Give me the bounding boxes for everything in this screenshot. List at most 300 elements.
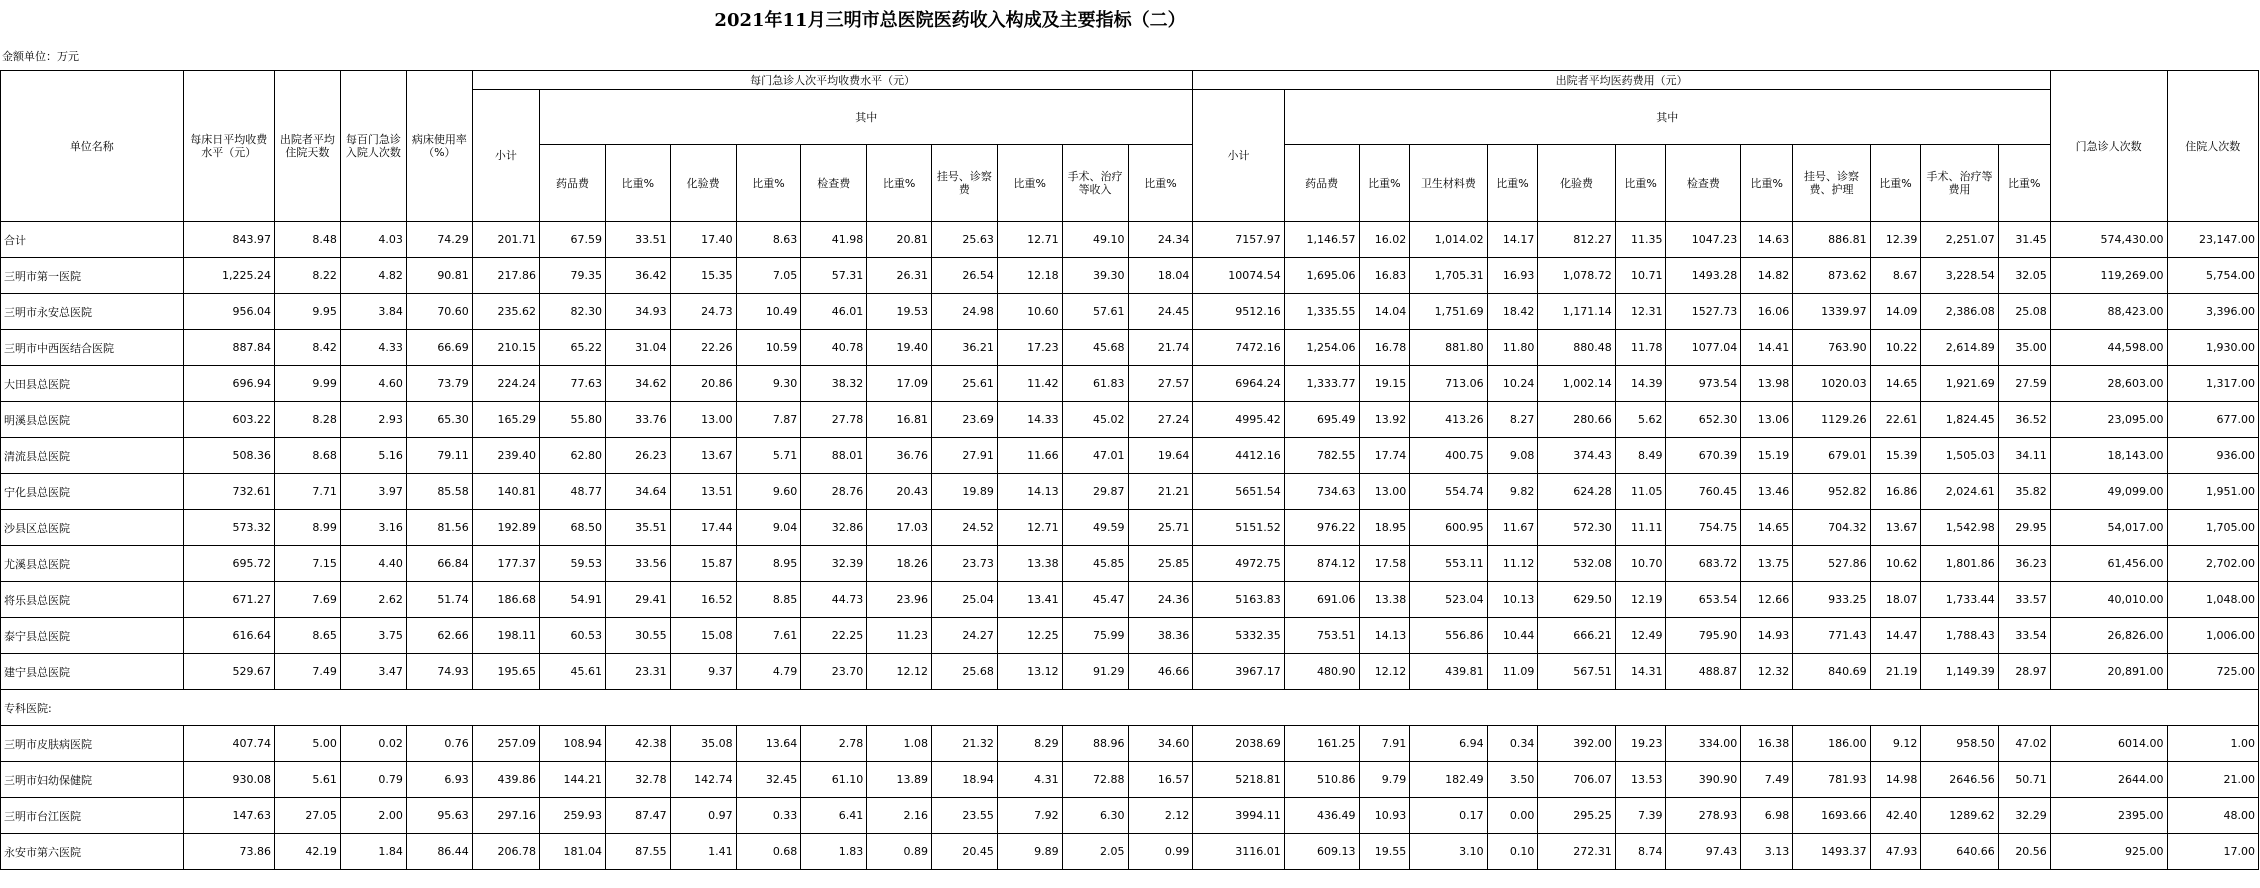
table-cell: 13.41 — [997, 582, 1062, 618]
table-cell: 28.97 — [1998, 654, 2050, 690]
table-cell: 24.27 — [931, 618, 997, 654]
table-cell: 5163.83 — [1193, 582, 1284, 618]
table-row — [1, 366, 2259, 402]
table-cell: 15.35 — [670, 258, 736, 294]
table-cell: 11.05 — [1615, 474, 1666, 510]
table-cell: 13.38 — [997, 546, 1062, 582]
table-cell: 62.80 — [540, 438, 606, 474]
table-cell: 39.30 — [1062, 258, 1128, 294]
table-cell: 925.00 — [2050, 834, 2167, 870]
table-cell: 10.13 — [1487, 582, 1538, 618]
table-cell: 652.30 — [1666, 402, 1741, 438]
table-cell: 1339.97 — [1793, 294, 1870, 330]
table-cell: 7.05 — [736, 258, 801, 294]
table-cell: 1,048.00 — [2167, 582, 2259, 618]
table-cell: 17.23 — [997, 330, 1062, 366]
table-body-main — [1, 222, 2259, 690]
table-cell: 27.05 — [274, 798, 340, 834]
table-cell: 44,598.00 — [2050, 330, 2167, 366]
table-cell: 36.52 — [1998, 402, 2050, 438]
table-cell: 16.06 — [1741, 294, 1793, 330]
table-row — [1, 798, 2259, 834]
table-cell: 6.94 — [1410, 726, 1487, 762]
table-cell: 206.78 — [472, 834, 539, 870]
table-cell: 13.75 — [1741, 546, 1793, 582]
table-cell: 11.11 — [1615, 510, 1666, 546]
table-cell: 25.04 — [931, 582, 997, 618]
table-cell: 21.32 — [931, 726, 997, 762]
table-cell: 62.66 — [406, 618, 472, 654]
table-cell: 23.70 — [801, 654, 867, 690]
table-cell: 3.10 — [1410, 834, 1487, 870]
table-cell: 20.56 — [1998, 834, 2050, 870]
table-cell: 1,824.45 — [1921, 402, 1998, 438]
table-cell: 10074.54 — [1193, 258, 1284, 294]
table-cell: 413.26 — [1410, 402, 1487, 438]
table-cell: 161.25 — [1284, 726, 1359, 762]
table-cell: 2,024.61 — [1921, 474, 1998, 510]
table-cell: 210.15 — [472, 330, 539, 366]
table-cell: 49.59 — [1062, 510, 1128, 546]
header-unit-name: 单位名称 — [1, 71, 184, 222]
table-cell: 217.86 — [472, 258, 539, 294]
table-cell: 27.24 — [1128, 402, 1193, 438]
table-cell: 8.95 — [736, 546, 801, 582]
table-cell: 25.63 — [931, 222, 997, 258]
table-cell: 510.86 — [1284, 762, 1359, 798]
table-cell: 695.72 — [183, 546, 274, 582]
table-cell: 0.99 — [1128, 834, 1193, 870]
table-cell: 13.00 — [670, 402, 736, 438]
table-cell: 2.93 — [340, 402, 406, 438]
table-cell: 6.30 — [1062, 798, 1128, 834]
table-cell: 20,891.00 — [2050, 654, 2167, 690]
table-cell: 480.90 — [1284, 654, 1359, 690]
table-cell: 88.96 — [1062, 726, 1128, 762]
table-cell: 556.86 — [1410, 618, 1487, 654]
table-cell: 33.57 — [1998, 582, 2050, 618]
table-cell: 16.81 — [867, 402, 932, 438]
table-cell: 49,099.00 — [2050, 474, 2167, 510]
table-cell: 47.01 — [1062, 438, 1128, 474]
table-cell: 24.34 — [1128, 222, 1193, 258]
table-cell: 1,225.24 — [183, 258, 274, 294]
table-cell: 13.06 — [1741, 402, 1793, 438]
table-cell: 7.91 — [1359, 726, 1410, 762]
table-cell: 54,017.00 — [2050, 510, 2167, 546]
table-cell: 144.21 — [540, 762, 606, 798]
table-cell: 1,695.06 — [1284, 258, 1359, 294]
table-cell: 67.59 — [540, 222, 606, 258]
table-cell: 8.74 — [1615, 834, 1666, 870]
table-cell: 74.29 — [406, 222, 472, 258]
table-cell: 60.53 — [540, 618, 606, 654]
table-cell: 666.21 — [1538, 618, 1615, 654]
table-cell: 573.32 — [183, 510, 274, 546]
table-cell: 1.41 — [670, 834, 736, 870]
table-cell: 36.76 — [867, 438, 932, 474]
table-cell: 12.12 — [867, 654, 932, 690]
table-cell: 19.64 — [1128, 438, 1193, 474]
table-cell: 9.99 — [274, 366, 340, 402]
table-cell: 0.33 — [736, 798, 801, 834]
table-cell: 0.97 — [670, 798, 736, 834]
table-cell: 32.86 — [801, 510, 867, 546]
table-cell: 1,733.44 — [1921, 582, 1998, 618]
table-cell: 5.16 — [340, 438, 406, 474]
table-cell: 5151.52 — [1193, 510, 1284, 546]
table-cell: 436.49 — [1284, 798, 1359, 834]
table-cell: 25.68 — [931, 654, 997, 690]
table-cell: 26.23 — [605, 438, 670, 474]
header-op-subtotal: 小计 — [472, 90, 539, 222]
table-cell: 79.35 — [540, 258, 606, 294]
table-cell: 14.41 — [1741, 330, 1793, 366]
table-cell: 4412.16 — [1193, 438, 1284, 474]
table-cell: 1,921.69 — [1921, 366, 1998, 402]
table-cell: 73.79 — [406, 366, 472, 402]
table-cell: 1527.73 — [1666, 294, 1741, 330]
header-op-lab-ratio: 比重% — [736, 145, 801, 222]
table-cell: 54.91 — [540, 582, 606, 618]
table-cell: 31.04 — [605, 330, 670, 366]
table-cell: 392.00 — [1538, 726, 1615, 762]
table-cell: 15.19 — [1741, 438, 1793, 474]
table-cell: 88.01 — [801, 438, 867, 474]
table-cell: 683.72 — [1666, 546, 1741, 582]
table-row — [1, 834, 2259, 870]
table-cell: 26,826.00 — [2050, 618, 2167, 654]
table-cell: 14.65 — [1741, 510, 1793, 546]
table-cell: 1.08 — [867, 726, 932, 762]
table-cell: 881.80 — [1410, 330, 1487, 366]
table-cell: 90.81 — [406, 258, 472, 294]
table-cell: 257.09 — [472, 726, 539, 762]
table-cell: 671.27 — [183, 582, 274, 618]
table-cell: 5.62 — [1615, 402, 1666, 438]
table-cell: 874.12 — [1284, 546, 1359, 582]
header-op-surgery: 手术、治疗等收入 — [1062, 145, 1128, 222]
table-cell: 27.59 — [1998, 366, 2050, 402]
header-op-reg: 挂号、诊察费 — [931, 145, 997, 222]
table-cell: 165.29 — [472, 402, 539, 438]
table-cell: 2038.69 — [1193, 726, 1284, 762]
table-cell: 27.91 — [931, 438, 997, 474]
table-cell: 20.43 — [867, 474, 932, 510]
table-cell: 973.54 — [1666, 366, 1741, 402]
table-cell: 48.00 — [2167, 798, 2259, 834]
table-cell: 19.53 — [867, 294, 932, 330]
table-cell: 696.94 — [183, 366, 274, 402]
table-cell: 9.95 — [274, 294, 340, 330]
table-cell: 45.61 — [540, 654, 606, 690]
table-cell: 11.23 — [867, 618, 932, 654]
table-cell: 25.71 — [1128, 510, 1193, 546]
table-cell: 2,386.08 — [1921, 294, 1998, 330]
table-cell: 12.71 — [997, 510, 1062, 546]
table-cell: 1,788.43 — [1921, 618, 1998, 654]
table-cell: 95.63 — [406, 798, 472, 834]
table-cell: 3.47 — [340, 654, 406, 690]
table-cell: 259.93 — [540, 798, 606, 834]
row-unit-name: 宁化县总医院 — [1, 474, 184, 510]
table-cell: 13.64 — [736, 726, 801, 762]
table-cell: 1,171.14 — [1538, 294, 1615, 330]
table-cell: 16.52 — [670, 582, 736, 618]
table-cell: 4.03 — [340, 222, 406, 258]
table-cell: 23,095.00 — [2050, 402, 2167, 438]
header-ip-material: 卫生材料费 — [1410, 145, 1487, 222]
table-row — [1, 618, 2259, 654]
table-cell: 65.22 — [540, 330, 606, 366]
table-cell: 68.50 — [540, 510, 606, 546]
table-cell: 36.21 — [931, 330, 997, 366]
table-cell: 3,396.00 — [2167, 294, 2259, 330]
header-ip-material-ratio: 比重% — [1487, 145, 1538, 222]
table-cell: 8.29 — [997, 726, 1062, 762]
table-cell: 11.35 — [1615, 222, 1666, 258]
table-cell: 55.80 — [540, 402, 606, 438]
table-cell: 24.73 — [670, 294, 736, 330]
table-cell: 17.03 — [867, 510, 932, 546]
table-cell: 7.87 — [736, 402, 801, 438]
table-cell: 198.11 — [472, 618, 539, 654]
table-cell: 14.93 — [1741, 618, 1793, 654]
table-cell: 2,702.00 — [2167, 546, 2259, 582]
header-bed-day-fee: 每床日平均收费水平（元） — [183, 71, 274, 222]
table-cell: 38.32 — [801, 366, 867, 402]
table-cell: 706.07 — [1538, 762, 1615, 798]
table-row — [1, 546, 2259, 582]
header-op-surgery-ratio: 比重% — [1128, 145, 1193, 222]
header-inpatient-group: 出院者平均医药费用（元） — [1193, 71, 2050, 90]
table-cell: 36.23 — [1998, 546, 2050, 582]
table-cell: 14.39 — [1615, 366, 1666, 402]
table-cell: 140.81 — [472, 474, 539, 510]
table-cell: 77.63 — [540, 366, 606, 402]
table-cell: 4.82 — [340, 258, 406, 294]
table-cell: 9.89 — [997, 834, 1062, 870]
table-cell: 553.11 — [1410, 546, 1487, 582]
table-cell: 27.78 — [801, 402, 867, 438]
table-cell: 297.16 — [472, 798, 539, 834]
table-cell: 35.82 — [1998, 474, 2050, 510]
table-cell: 3.50 — [1487, 762, 1538, 798]
table-cell: 407.74 — [183, 726, 274, 762]
header-op-reg-ratio: 比重% — [997, 145, 1062, 222]
table-cell: 439.81 — [1410, 654, 1487, 690]
table-cell: 33.54 — [1998, 618, 2050, 654]
table-cell: 19.40 — [867, 330, 932, 366]
table-cell: 24.98 — [931, 294, 997, 330]
table-cell: 10.70 — [1615, 546, 1666, 582]
row-unit-name: 明溪县总医院 — [1, 402, 184, 438]
table-cell: 523.04 — [1410, 582, 1487, 618]
table-cell: 35.08 — [670, 726, 736, 762]
table-cell: 13.92 — [1359, 402, 1410, 438]
table-cell: 16.38 — [1741, 726, 1793, 762]
header-admissions: 住院人次数 — [2167, 71, 2259, 222]
table-cell: 73.86 — [183, 834, 274, 870]
table-cell: 14.04 — [1359, 294, 1410, 330]
table-cell: 3.75 — [340, 618, 406, 654]
table-cell: 24.45 — [1128, 294, 1193, 330]
table-cell: 15.08 — [670, 618, 736, 654]
table-cell: 1,317.00 — [2167, 366, 2259, 402]
table-row — [1, 654, 2259, 690]
table-cell: 734.63 — [1284, 474, 1359, 510]
table-cell: 21.74 — [1128, 330, 1193, 366]
row-unit-name: 合计 — [1, 222, 184, 258]
table-cell: 1,751.69 — [1410, 294, 1487, 330]
table-cell: 732.61 — [183, 474, 274, 510]
table-cell: 34.62 — [605, 366, 670, 402]
table-cell: 679.01 — [1793, 438, 1870, 474]
table-cell: 1,078.72 — [1538, 258, 1615, 294]
table-row — [1, 402, 2259, 438]
row-unit-name: 尤溪县总医院 — [1, 546, 184, 582]
table-cell: 886.81 — [1793, 222, 1870, 258]
table-cell: 1,930.00 — [2167, 330, 2259, 366]
table-cell: 760.45 — [1666, 474, 1741, 510]
table-cell: 603.22 — [183, 402, 274, 438]
table-cell: 14.13 — [1359, 618, 1410, 654]
table-cell: 13.67 — [1870, 510, 1921, 546]
table-cell: 14.63 — [1741, 222, 1793, 258]
table-cell: 20.86 — [670, 366, 736, 402]
table-cell: 34.60 — [1128, 726, 1193, 762]
table-cell: 24.36 — [1128, 582, 1193, 618]
table-cell: 10.49 — [736, 294, 801, 330]
table-cell: 5.00 — [274, 726, 340, 762]
table-cell: 3116.01 — [1193, 834, 1284, 870]
table-cell: 21.19 — [1870, 654, 1921, 690]
table-cell: 14.13 — [997, 474, 1062, 510]
table-cell: 1,505.03 — [1921, 438, 1998, 474]
table-cell: 32.29 — [1998, 798, 2050, 834]
table-cell: 529.67 — [183, 654, 274, 690]
table-cell: 936.00 — [2167, 438, 2259, 474]
table-cell: 82.30 — [540, 294, 606, 330]
table-row — [1, 330, 2259, 366]
table-cell: 439.86 — [472, 762, 539, 798]
table-cell: 61.83 — [1062, 366, 1128, 402]
row-unit-name: 泰宁县总医院 — [1, 618, 184, 654]
table-cell: 45.85 — [1062, 546, 1128, 582]
table-cell: 7.15 — [274, 546, 340, 582]
header-ip-exam-ratio: 比重% — [1741, 145, 1793, 222]
table-row — [1, 258, 2259, 294]
table-cell: 956.04 — [183, 294, 274, 330]
table-cell: 7472.16 — [1193, 330, 1284, 366]
table-cell: 34.64 — [605, 474, 670, 510]
table-cell: 28,603.00 — [2050, 366, 2167, 402]
table-cell: 1493.28 — [1666, 258, 1741, 294]
table-cell: 46.66 — [1128, 654, 1193, 690]
table-row — [1, 510, 2259, 546]
table-cell: 10.71 — [1615, 258, 1666, 294]
table-cell: 18.95 — [1359, 510, 1410, 546]
row-unit-name: 将乐县总医院 — [1, 582, 184, 618]
table-cell: 11.80 — [1487, 330, 1538, 366]
table-row — [1, 762, 2259, 798]
table-cell: 47.02 — [1998, 726, 2050, 762]
table-cell: 3994.11 — [1193, 798, 1284, 834]
table-cell: 13.67 — [670, 438, 736, 474]
table-cell: 295.25 — [1538, 798, 1615, 834]
table-cell: 1129.26 — [1793, 402, 1870, 438]
table-cell: 40,010.00 — [2050, 582, 2167, 618]
table-cell: 79.11 — [406, 438, 472, 474]
table-cell: 8.68 — [274, 438, 340, 474]
table-cell: 19.23 — [1615, 726, 1666, 762]
table-cell: 781.93 — [1793, 762, 1870, 798]
table-cell: 2.05 — [1062, 834, 1128, 870]
table-cell: 12.66 — [1741, 582, 1793, 618]
table-cell: 42.19 — [274, 834, 340, 870]
table-cell: 9.04 — [736, 510, 801, 546]
table-cell: 0.89 — [867, 834, 932, 870]
table-cell: 14.31 — [1615, 654, 1666, 690]
table-cell: 8.85 — [736, 582, 801, 618]
table-cell: 23,147.00 — [2167, 222, 2259, 258]
table-cell: 13.98 — [1741, 366, 1793, 402]
table-cell: 0.10 — [1487, 834, 1538, 870]
table-cell: 9.60 — [736, 474, 801, 510]
table-cell: 9.08 — [1487, 438, 1538, 474]
table-cell: 11.42 — [997, 366, 1062, 402]
table-cell: 6.93 — [406, 762, 472, 798]
table-cell: 812.27 — [1538, 222, 1615, 258]
header-bed-usage: 病床使用率（%） — [406, 71, 472, 222]
table-cell: 691.06 — [1284, 582, 1359, 618]
table-cell: 35.51 — [605, 510, 670, 546]
table-cell: 17.44 — [670, 510, 736, 546]
table-cell: 3.84 — [340, 294, 406, 330]
table-cell: 0.79 — [340, 762, 406, 798]
header-ip-lab: 化验费 — [1538, 145, 1615, 222]
report-title: 2021年11月三明市总医院医药收入构成及主要指标（二） — [714, 10, 1186, 31]
table-cell: 65.30 — [406, 402, 472, 438]
table-cell: 5.61 — [274, 762, 340, 798]
table-cell: 12.12 — [1359, 654, 1410, 690]
table-cell: 4.33 — [340, 330, 406, 366]
table-cell: 21.00 — [2167, 762, 2259, 798]
table-cell: 15.39 — [1870, 438, 1921, 474]
table-cell: 8.65 — [274, 618, 340, 654]
table-cell: 677.00 — [2167, 402, 2259, 438]
table-cell: 14.17 — [1487, 222, 1538, 258]
table-cell: 25.85 — [1128, 546, 1193, 582]
table-cell: 4.31 — [997, 762, 1062, 798]
table-cell: 51.74 — [406, 582, 472, 618]
table-cell: 1,014.02 — [1410, 222, 1487, 258]
table-cell: 400.75 — [1410, 438, 1487, 474]
row-unit-name: 三明市皮肤病医院 — [1, 726, 184, 762]
table-cell: 32.78 — [605, 762, 670, 798]
table-cell: 10.59 — [736, 330, 801, 366]
table-cell: 17.09 — [867, 366, 932, 402]
table-cell: 61.10 — [801, 762, 867, 798]
table-cell: 91.29 — [1062, 654, 1128, 690]
table-cell: 11.67 — [1487, 510, 1538, 546]
table-cell: 182.49 — [1410, 762, 1487, 798]
table-cell: 14.09 — [1870, 294, 1921, 330]
table-cell: 771.43 — [1793, 618, 1870, 654]
table-cell: 1.84 — [340, 834, 406, 870]
table-cell: 704.32 — [1793, 510, 1870, 546]
table-cell: 2646.56 — [1921, 762, 1998, 798]
